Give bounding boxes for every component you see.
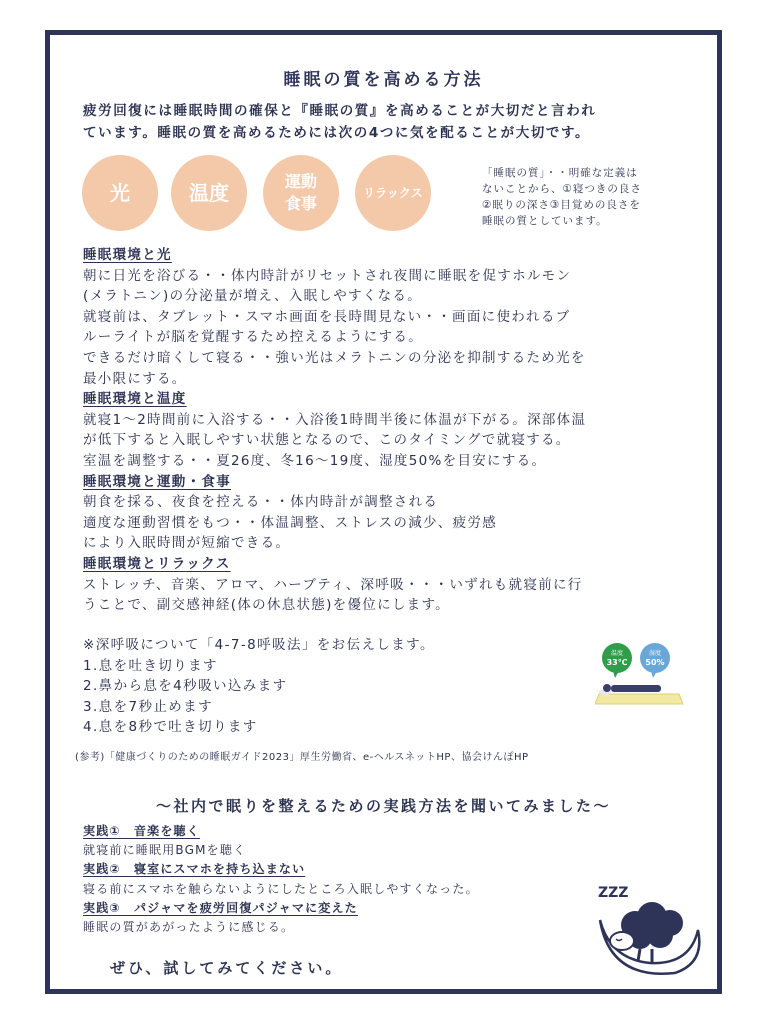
section-line: 朝に日光を浴びる・・体内時計がリセットされ夜間に睡眠を促すホルモン [83, 267, 572, 284]
section-line: うことで、副交感神経(体の休息状態)を優位にします。 [83, 597, 450, 614]
practice-text: 寝る前にスマホを触らないようにしたところ入眠しやすくなった。 [83, 881, 479, 896]
person-head [603, 684, 611, 692]
section-line: ルーライトが脳を覚醒するため控えるようにする。 [83, 329, 423, 346]
section-line: 最小限にする。 [83, 370, 187, 387]
practice-heading: 実践② 寝室にスマホを持ち込まない [83, 862, 306, 877]
person-body [611, 685, 661, 692]
flyer-frame [45, 30, 722, 994]
section-line: 就寝1～2時間前に入浴する・・入浴後1時間半後に体温が下がる。深部体温 [83, 411, 587, 428]
practice-title: ～社内で眠りを整えるための実践方法を聞いてみました～ [155, 797, 611, 815]
section-heading-light: 睡眠環境と光 [83, 247, 172, 263]
sections [83, 245, 713, 616]
circle-label: 温度 [189, 181, 229, 205]
zzz-text: ZZZ [598, 885, 629, 901]
bubble-tail [613, 671, 619, 678]
section-line: により入眠時間が短縮できる。 [83, 535, 291, 552]
bubble-value: 33℃ [606, 658, 628, 667]
breathing-method [83, 635, 563, 738]
practice-text: 就寝前に睡眠用BGMを聴く [83, 843, 247, 858]
circle-exercise-diet [263, 155, 339, 231]
section-line: 適度な運動習慣をもつ・・体温調整、ストレスの減少、疲労感 [83, 514, 497, 531]
mattress [595, 694, 683, 704]
note-line: 睡眠の質としています。 [482, 215, 608, 227]
circle-light [82, 155, 158, 231]
page-title: 睡眠の質を高める方法 [283, 70, 484, 90]
circle-label: 運動 [284, 172, 317, 191]
practice-text: 睡眠の質があがったように感じる。 [83, 920, 295, 935]
sleeping-person-illustration [595, 640, 687, 712]
circle-label: 光 [110, 181, 130, 205]
sleeping-sheep-illustration [580, 875, 710, 985]
reference-note: (参考)「健康づくりのための睡眠ガイド2023」厚生労働省、e-ヘルスネットHP、協会けんぽHP [75, 752, 529, 763]
sheep-face [610, 932, 634, 950]
bubble-value: 50% [645, 658, 665, 667]
sleep-quality-note [482, 165, 702, 229]
intro-line: 疲労回復には睡眠時間の確保と『睡眠の質』を高めることが大切だと言われ [83, 103, 597, 119]
breathing-step: 3.息を7秒止めます [83, 698, 213, 715]
note-line: ないことから、①寝つきの良さ [482, 183, 642, 195]
note-line: ②眠りの深さ③目覚めの良さを [482, 199, 641, 211]
circle-label: 食事 [284, 194, 317, 213]
breathing-step: 4.息を8秒で吐き切ります [83, 719, 258, 736]
section-line: 就寝前は、タブレット・スマホ画面を長時間見ない・・画面に使われるブ [83, 308, 571, 325]
bubble-tail [651, 671, 657, 678]
section-line: ストレッチ、音楽、アロマ、ハーブティ、深呼吸・・・いずれも就寝前に行 [83, 576, 583, 593]
bubble-label: 温度 [610, 650, 624, 657]
section-line: (メラトニン)の分泌量が増え、入眠しやすくなる。 [83, 288, 423, 305]
circle-label: リラックス [363, 186, 423, 200]
practice-list [83, 822, 603, 937]
circle-relax [355, 155, 431, 231]
section-heading-exercise-diet: 睡眠環境と運動・食事 [83, 473, 231, 490]
breathing-intro: ※深呼吸について「4-7-8呼吸法」をお伝えします。 [83, 637, 435, 653]
section-line: できるだけ暗くして寝る・・強い光はメラトニンの分泌を抑制するため光を [83, 349, 586, 366]
bubble-label: 湿度 [648, 650, 662, 657]
intro-line: ています。睡眠の質を高めるためには次の4つに気を配ることが大切です。 [83, 125, 591, 141]
breathing-step: 2.鼻から息を4秒吸い込みます [83, 678, 288, 695]
practice-heading: 実践③ パジャマを疲労回復パジャマに変えた [83, 900, 358, 915]
circle-temperature [171, 155, 247, 231]
section-line: 室温を調整する・・夏26度、冬16～19度、湿度50%を目安にする。 [83, 452, 547, 469]
section-heading-temperature: 睡眠環境と温度 [83, 391, 187, 408]
section-line: が低下すると入眠しやすい状態となるので、このタイミングで就寝する。 [83, 432, 571, 449]
practice-heading: 実践① 音楽を聴く [83, 824, 200, 838]
section-line: 朝食を採る、夜食を控える・・体内時計が調整される [83, 494, 439, 511]
closing-message: ぜひ、試してみてください。 [110, 959, 344, 977]
breathing-step: 1.息を吐き切ります [83, 657, 218, 674]
section-heading-relax: 睡眠環境とリラックス [83, 555, 231, 572]
note-line: 「睡眠の質」・・明確な定義は [482, 167, 638, 179]
intro-text [83, 100, 703, 144]
